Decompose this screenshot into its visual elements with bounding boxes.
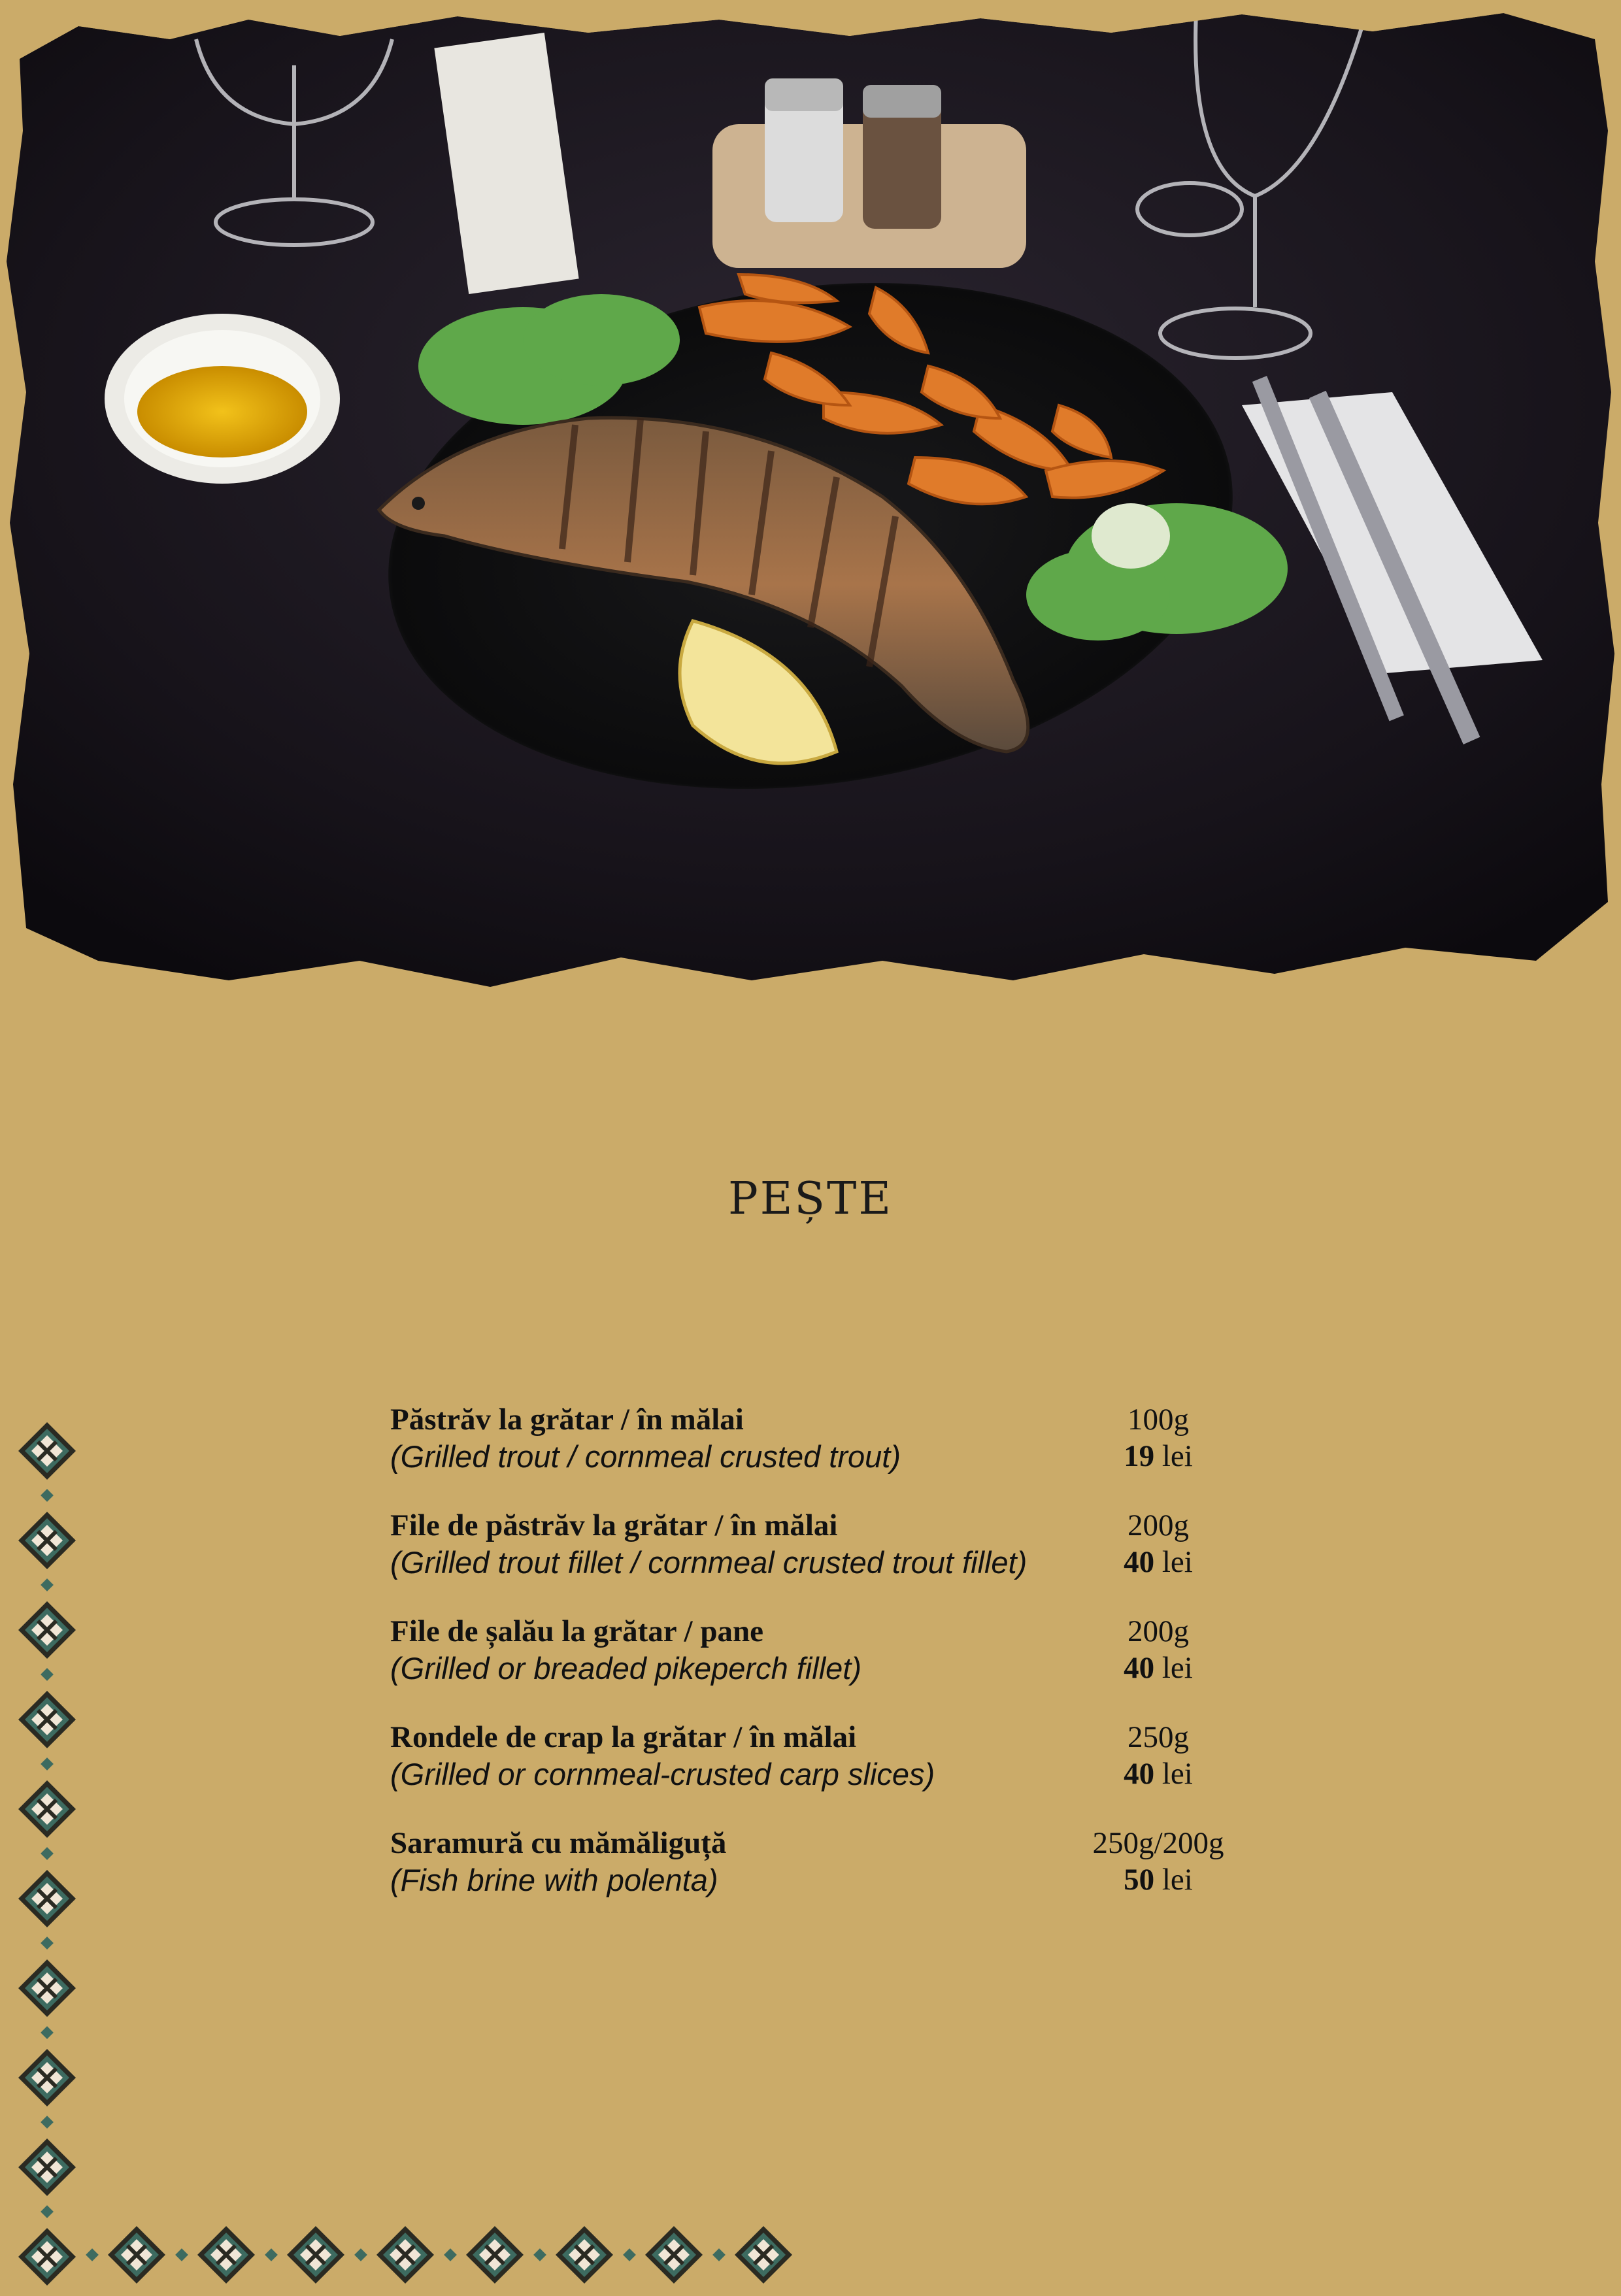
folk-motif-icon — [18, 1780, 76, 1838]
romanian-folk-motif-border — [0, 1405, 850, 2293]
folk-dot-icon — [265, 2248, 278, 2261]
folk-dot-icon — [354, 2248, 367, 2261]
folk-dot-icon — [712, 2248, 726, 2261]
grilled-trout-photo — [0, 0, 1621, 1020]
item-name: File de șalău la grătar / pane — [390, 1614, 763, 1648]
folk-dot-icon — [41, 1668, 54, 1681]
item-description: (Grilled trout fillet / cornmeal crusted trout fillet) — [390, 1545, 1028, 1580]
folk-dot-icon — [41, 1578, 54, 1591]
folk-dot-icon — [41, 1489, 54, 1502]
item-price: 19 lei — [1124, 1439, 1193, 1473]
item-weight: 100g — [1128, 1403, 1189, 1437]
folk-motif-icon — [287, 2226, 344, 2284]
folk-motif-icon — [18, 1422, 76, 1480]
item-price: 50 lei — [1124, 1863, 1193, 1897]
folk-motif-icon — [18, 1512, 76, 1569]
folk-dot-icon — [41, 1757, 54, 1771]
folk-motif-icon — [18, 1601, 76, 1659]
folk-dot-icon — [623, 2248, 636, 2261]
folk-motif-icon — [18, 2228, 76, 2286]
folk-dot-icon — [41, 2205, 54, 2218]
folk-motif-icon — [18, 1959, 76, 2017]
folk-dot-icon — [86, 2248, 99, 2261]
folk-motif-icon — [556, 2226, 613, 2284]
item-weight: 200g — [1128, 1614, 1189, 1648]
item-weight: 250g/200g — [1092, 1826, 1224, 1860]
item-name: Saramură cu mămăliguță — [390, 1826, 727, 1860]
folk-motif-icon — [18, 1691, 76, 1748]
folk-motif-icon — [735, 2226, 792, 2284]
item-price: 40 lei — [1124, 1545, 1193, 1579]
folk-motif-icon — [645, 2226, 703, 2284]
item-name: Păstrăv la grătar / în mălai — [390, 1403, 744, 1437]
folk-dot-icon — [444, 2248, 457, 2261]
folk-motif-icon — [18, 2138, 76, 2196]
folk-motif-icon — [18, 1870, 76, 1927]
folk-dot-icon — [533, 2248, 546, 2261]
item-description: (Grilled trout / cornmeal crusted trout) — [390, 1439, 901, 1474]
item-description: (Grilled or cornmeal-crusted carp slices) — [390, 1757, 935, 1791]
item-name: Rondele de crap la grătar / în mălai — [390, 1720, 857, 1754]
folk-dot-icon — [41, 1847, 54, 1860]
item-weight: 200g — [1128, 1508, 1189, 1542]
folk-motif-icon — [376, 2226, 434, 2284]
folk-motif-icon — [197, 2226, 255, 2284]
folk-motif-icon — [18, 2049, 76, 2106]
section-title: PEȘTE — [728, 1173, 893, 1225]
item-price: 40 lei — [1124, 1651, 1193, 1685]
item-name: File de păstrăv la grătar / în mălai — [390, 1508, 838, 1542]
folk-dot-icon — [41, 2026, 54, 2039]
item-price: 40 lei — [1124, 1757, 1193, 1791]
folk-dot-icon — [41, 2116, 54, 2129]
item-description: (Grilled or breaded pikeperch fillet) — [390, 1651, 861, 1686]
folk-dot-icon — [41, 1937, 54, 1950]
item-description: (Fish brine with polenta) — [390, 1863, 718, 1897]
item-weight: 250g — [1128, 1720, 1189, 1754]
folk-motif-icon — [108, 2226, 165, 2284]
folk-dot-icon — [175, 2248, 188, 2261]
folk-motif-icon — [466, 2226, 524, 2284]
